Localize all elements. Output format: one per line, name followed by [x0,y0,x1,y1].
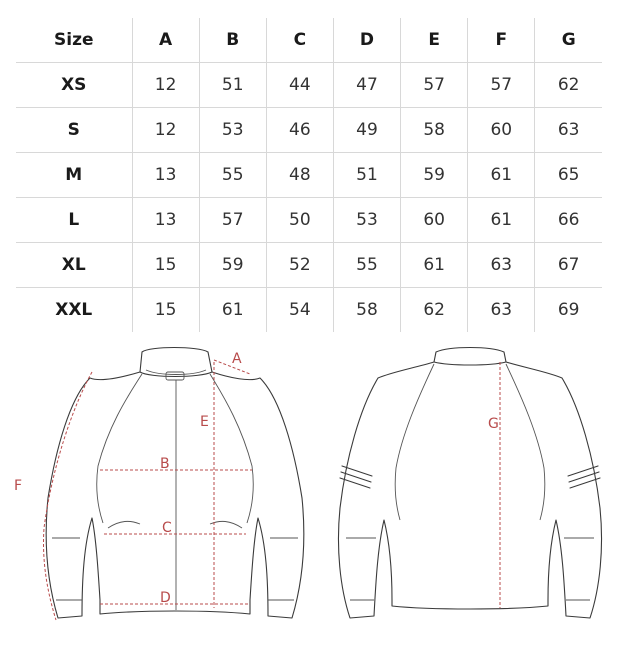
table-header-row [16,18,602,63]
table-cell: 13 [132,198,199,243]
header-cell-g: G [535,18,602,63]
table-cell: 59 [401,153,468,198]
size-label: XL [16,243,132,288]
table-cell: 60 [468,108,535,153]
size-label: M [16,153,132,198]
table-row [16,288,602,333]
measure-label-c: C [162,520,172,536]
table-cell: 61 [468,153,535,198]
table-cell: 55 [199,153,266,198]
table-cell: 63 [535,108,602,153]
table-cell: 15 [132,243,199,288]
table-cell: 44 [266,63,333,108]
table-cell: 51 [199,63,266,108]
table-cell: 49 [333,108,400,153]
table-cell: 61 [199,288,266,333]
table-row [16,153,602,198]
table-cell: 55 [333,243,400,288]
measure-label-b: B [160,456,170,472]
jacket-measurement-diagram [0,338,618,638]
header-cell-d: D [333,18,400,63]
measure-label-g: G [488,416,499,432]
size-label: S [16,108,132,153]
table-cell: 62 [401,288,468,333]
table-cell: 65 [535,153,602,198]
table-cell: 53 [199,108,266,153]
table-cell: 61 [401,243,468,288]
table-cell: 57 [468,63,535,108]
table-cell: 12 [132,63,199,108]
table-cell: 46 [266,108,333,153]
table-cell: 53 [333,198,400,243]
size-chart-table [16,18,602,332]
table-cell: 12 [132,108,199,153]
table-row [16,108,602,153]
table-cell: 57 [199,198,266,243]
table-cell: 60 [401,198,468,243]
table-cell: 54 [266,288,333,333]
table-cell: 59 [199,243,266,288]
table-cell: 58 [333,288,400,333]
table-cell: 51 [333,153,400,198]
table-cell: 69 [557,300,580,320]
table-cell: 63 [468,288,535,333]
table-row [16,243,602,288]
table-row [16,63,602,108]
header-cell-size: Size [16,18,132,63]
table-cell: 48 [266,153,333,198]
table-cell: 15 [132,288,199,333]
size-label: L [16,198,132,243]
table-cell: 57 [401,63,468,108]
measure-label-d: D [160,590,171,606]
table-cell: 61 [468,198,535,243]
header-cell-b: B [199,18,266,63]
table-cell: 52 [266,243,333,288]
measure-label-a: A [232,351,242,367]
table-cell: 62 [535,63,602,108]
measure-line-f [44,372,93,620]
jacket-back-illustration [338,348,601,619]
table-row [16,198,602,243]
table-cell: 66 [535,198,602,243]
table-cell: 58 [401,108,468,153]
header-cell-a: A [132,18,199,63]
table-cell: 47 [333,63,400,108]
size-label: XS [16,63,132,108]
jacket-front-illustration [46,348,304,619]
measure-label-f: F [14,478,23,494]
table-cell: 63 [468,243,535,288]
table-cell: 13 [132,153,199,198]
table-cell: 50 [266,198,333,243]
header-cell-f: F [468,18,535,63]
back-measurement-lines [488,362,500,608]
header-cell-c: C [266,18,333,63]
size-label: XXL [16,288,132,333]
header-cell-e: E [401,18,468,63]
measure-label-e: E [200,414,209,430]
table-cell: 67 [535,243,602,288]
